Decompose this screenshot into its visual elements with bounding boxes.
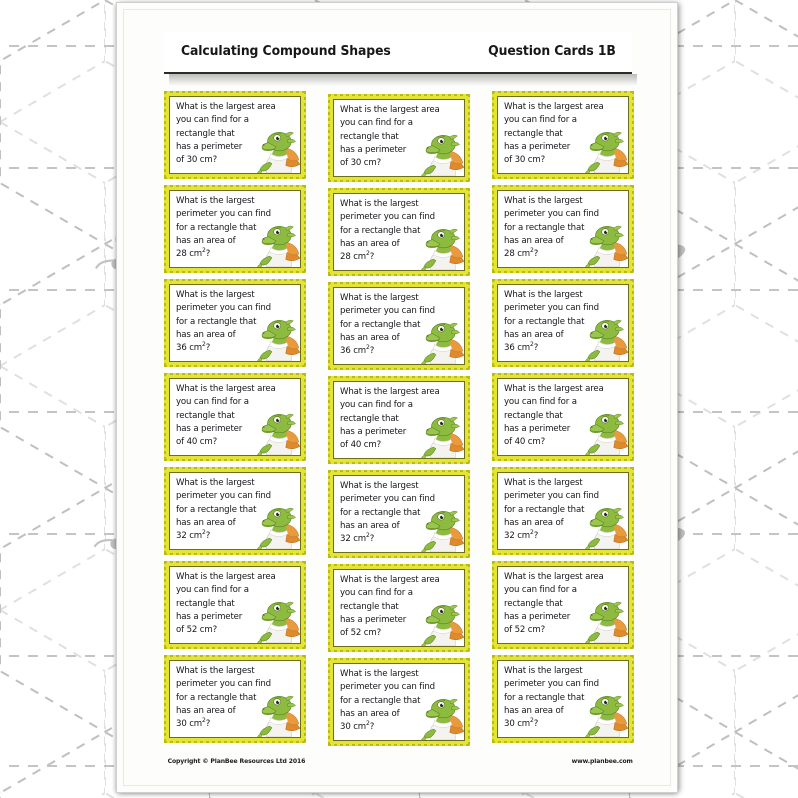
question-text-left-2: What is the largest perimeter you can find for a rectangle that has an area of 28 $cm^2$?	[176, 196, 271, 260]
question-card-body	[497, 660, 629, 738]
question-text-right-3: What is the largest perimeter you can find for a rectangle that has an area of 36 $cm^2$?	[504, 290, 599, 354]
question-card-left-6[interactable]	[164, 561, 306, 649]
question-card-right-1[interactable]	[492, 91, 634, 179]
question-card-body	[497, 96, 629, 174]
question-text-left-6: What is the largest area you can find for a rectangle that has a perimeter of 52 cm?	[176, 572, 276, 636]
question-card-left-5[interactable]	[164, 467, 306, 555]
question-text-right-5: What is the largest perimeter you can find for a rectangle that has an area of 32 $cm^2$?	[504, 478, 599, 542]
page-footer	[164, 757, 634, 765]
question-text-right-7: What is the largest perimeter you can find for a rectangle that has an area of 30 $cm^2$?	[504, 666, 599, 730]
worksheet-page	[116, 2, 678, 793]
question-card-body	[169, 378, 301, 456]
question-text-middle-6: What is the largest area you can find for a rectangle that has a perimeter of 52 cm?	[340, 575, 440, 639]
question-text-right-4: What is the largest area you can find for a rectangle that has a perimeter of 40 cm?	[504, 384, 604, 448]
question-text-middle-7: What is the largest perimeter you can find for a rectangle that has an area of 30 $cm^2$?	[340, 669, 435, 733]
question-card-middle-3[interactable]	[328, 282, 470, 370]
question-card-middle-5[interactable]	[328, 470, 470, 558]
question-card-left-7[interactable]	[164, 655, 306, 743]
question-card-body	[169, 190, 301, 268]
question-card-right-4[interactable]	[492, 373, 634, 461]
question-card-body	[333, 569, 465, 647]
website-url[interactable]: www.planbee.com	[571, 757, 633, 765]
question-card-body	[169, 284, 301, 362]
question-card-right-6[interactable]	[492, 561, 634, 649]
question-text-left-3: What is the largest perimeter you can find for a rectangle that has an area of 36 $cm^2$?	[176, 290, 271, 354]
question-card-body	[169, 566, 301, 644]
card-column-left	[164, 91, 306, 752]
question-text-left-7: What is the largest perimeter you can find for a rectangle that has an area of 30 $cm^2$?	[176, 666, 271, 730]
page-subtitle: Question Cards 1B	[488, 43, 616, 59]
question-card-body	[333, 193, 465, 271]
question-text-middle-1: What is the largest area you can find for a rectangle that has a perimeter of 30 cm?	[340, 105, 440, 169]
question-text-right-1: What is the largest area you can find for a rectangle that has a perimeter of 30 cm?	[504, 102, 604, 166]
question-text-right-6: What is the largest area you can find for a rectangle that has a perimeter of 52 cm?	[504, 572, 604, 636]
question-card-grid	[164, 91, 634, 752]
question-card-left-2[interactable]	[164, 185, 306, 273]
question-text-left-5: What is the largest perimeter you can find for a rectangle that has an area of 32 $cm^2$?	[176, 478, 271, 542]
question-card-body	[497, 190, 629, 268]
question-card-right-2[interactable]	[492, 185, 634, 273]
question-card-body	[333, 99, 465, 177]
question-text-middle-2: What is the largest perimeter you can find for a rectangle that has an area of 28 $cm^2$?	[340, 199, 435, 263]
question-card-body	[497, 378, 629, 456]
question-card-body	[333, 287, 465, 365]
card-column-right	[492, 91, 634, 752]
question-text-middle-4: What is the largest area you can find for a rectangle that has a perimeter of 40 cm?	[340, 387, 440, 451]
question-card-middle-6[interactable]	[328, 564, 470, 652]
question-card-body	[333, 475, 465, 553]
question-card-left-4[interactable]	[164, 373, 306, 461]
question-card-body	[169, 96, 301, 174]
question-card-middle-1[interactable]	[328, 94, 470, 182]
question-card-body	[497, 284, 629, 362]
card-column-middle	[328, 94, 470, 752]
page-header	[164, 32, 632, 74]
question-card-body	[333, 381, 465, 459]
page-title: Calculating Compound Shapes	[181, 43, 391, 59]
question-card-middle-2[interactable]	[328, 188, 470, 276]
question-card-left-1[interactable]	[164, 91, 306, 179]
question-card-middle-4[interactable]	[328, 376, 470, 464]
question-text-left-4: What is the largest area you can find for a rectangle that has a perimeter of 40 cm?	[176, 384, 276, 448]
question-card-body	[497, 566, 629, 644]
question-text-middle-3: What is the largest perimeter you can find for a rectangle that has an area of 36 $cm^2$?	[340, 293, 435, 357]
question-card-right-7[interactable]	[492, 655, 634, 743]
question-card-middle-7[interactable]	[328, 658, 470, 746]
question-text-left-1: What is the largest area you can find for a rectangle that has a perimeter of 30 cm?	[176, 102, 276, 166]
question-card-body	[497, 472, 629, 550]
question-text-right-2: What is the largest perimeter you can find for a rectangle that has an area of 28 $cm^2$?	[504, 196, 599, 260]
question-card-body	[333, 663, 465, 741]
question-card-right-5[interactable]	[492, 467, 634, 555]
question-card-body	[169, 660, 301, 738]
question-text-middle-5: What is the largest perimeter you can find for a rectangle that has an area of 32 $cm^2$?	[340, 481, 435, 545]
question-card-right-3[interactable]	[492, 279, 634, 367]
header-drop-shadow	[169, 74, 637, 86]
question-card-body	[169, 472, 301, 550]
question-card-left-3[interactable]	[164, 279, 306, 367]
copyright-notice: Copyright © PlanBee Resources Ltd 2016	[167, 757, 306, 765]
